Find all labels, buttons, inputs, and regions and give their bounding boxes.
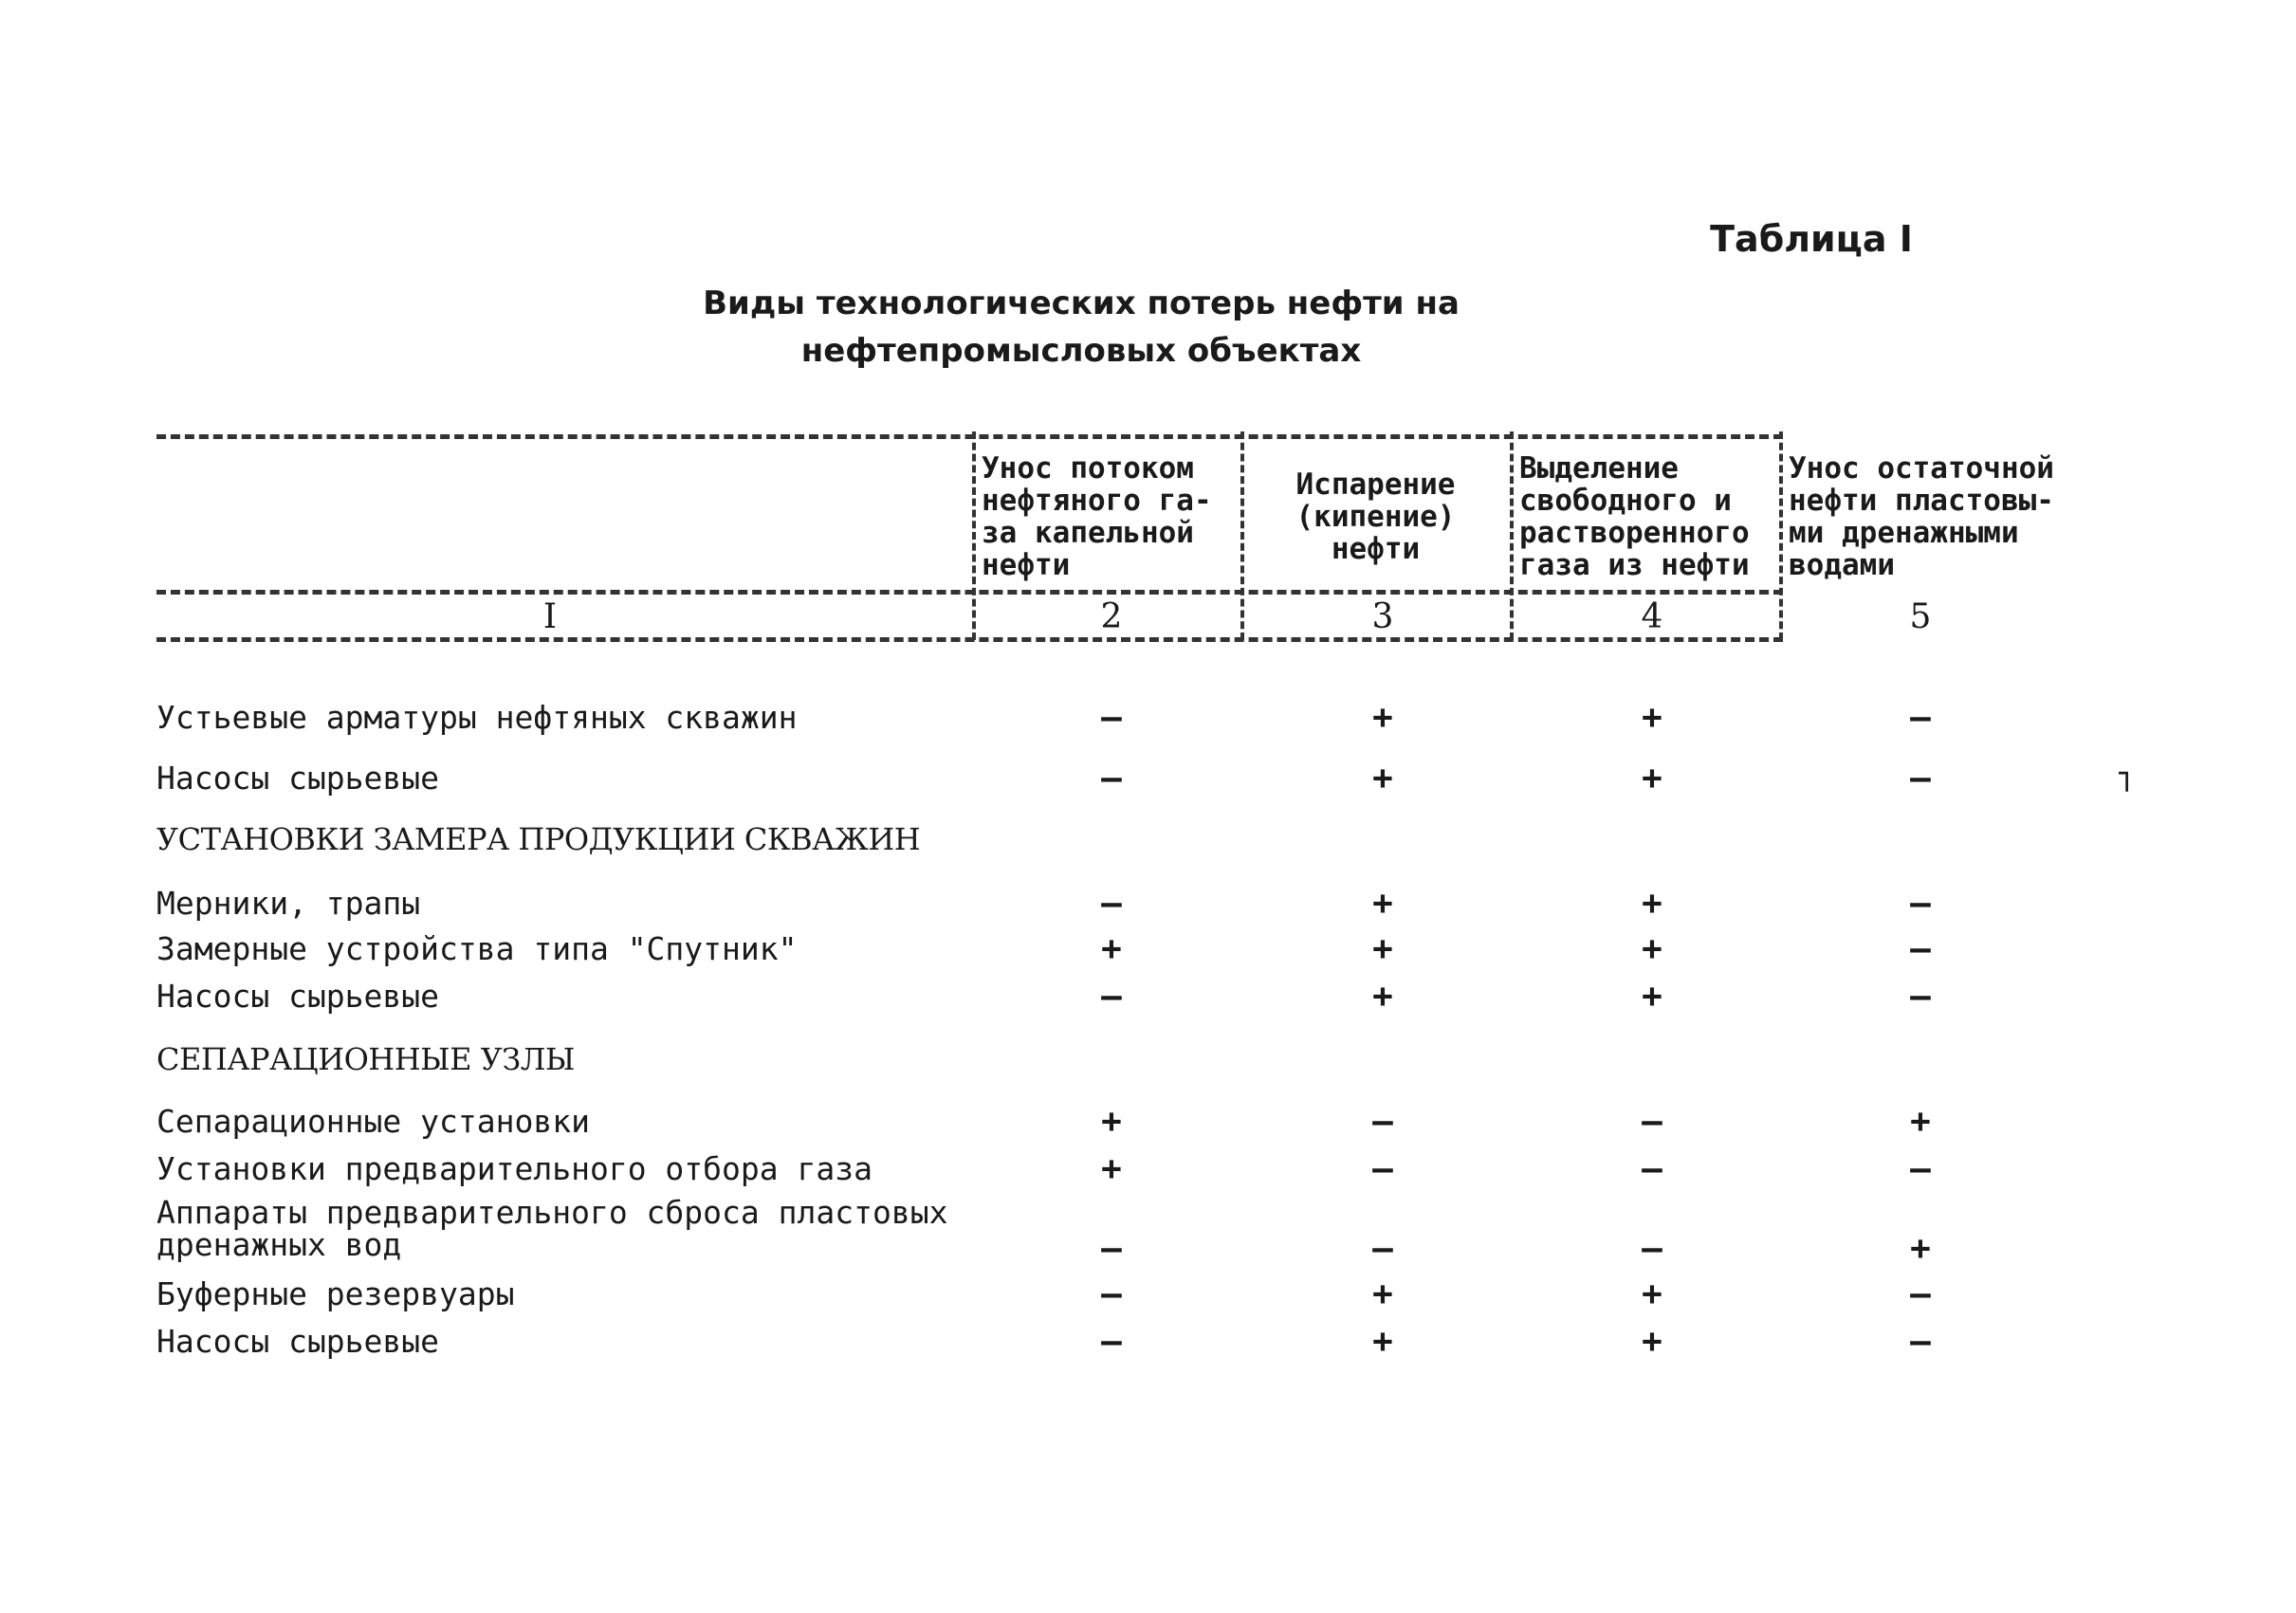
cell-value: – xyxy=(1910,1322,1931,1361)
table-row xyxy=(0,884,2296,931)
column-header-2: Унос потоком нефтяного га- за капельной нефти xyxy=(982,451,1212,582)
cell-value: – xyxy=(1642,1229,1662,1268)
column-number-5: 5 xyxy=(1909,597,1932,636)
column-separator xyxy=(1779,431,1783,640)
cell-value: – xyxy=(1910,1274,1931,1313)
cell-value: – xyxy=(1101,759,1122,797)
cell-value: + xyxy=(1372,759,1393,797)
row-label: Насосы сырьевые xyxy=(156,1323,440,1360)
row-label: Насосы сырьевые xyxy=(156,760,440,797)
section-row xyxy=(0,1039,2296,1087)
cell-value: – xyxy=(1910,929,1931,968)
cell-value: + xyxy=(1101,1149,1122,1188)
table-row xyxy=(0,1149,2296,1197)
cell-value: – xyxy=(1101,698,1122,737)
header-bottom-rule xyxy=(156,590,1783,595)
cell-value: + xyxy=(1910,1102,1931,1141)
cell-value: + xyxy=(1642,759,1662,797)
table-row xyxy=(0,1322,2296,1369)
cell-value: + xyxy=(1372,1322,1393,1361)
column-number-3: 3 xyxy=(1371,597,1394,636)
row-label: Замерные устройства типа "Спутник" xyxy=(156,930,798,967)
section-row xyxy=(0,819,2296,867)
column-number-4: 4 xyxy=(1641,597,1663,636)
cell-value: – xyxy=(1372,1229,1393,1268)
margin-mark: ˥ xyxy=(2115,766,2133,799)
table-row xyxy=(0,759,2296,806)
cell-value: + xyxy=(1372,698,1393,737)
cell-value: – xyxy=(1642,1102,1662,1141)
table-row xyxy=(0,1274,2296,1322)
cell-value: + xyxy=(1372,977,1393,1016)
cell-value: + xyxy=(1101,1102,1122,1141)
column-number-1: I xyxy=(542,597,558,636)
table-title-line-1: Виды технологических потерь нефти на xyxy=(703,284,1460,322)
row-label: Устьевые арматуры нефтяных скважин xyxy=(156,699,798,736)
section-heading: СЕПАРАЦИОННЫЕ УЗЛЫ xyxy=(156,1041,575,1077)
cell-value: + xyxy=(1642,1322,1662,1361)
cell-value: – xyxy=(1101,884,1122,923)
table-row xyxy=(0,698,2296,745)
table-row xyxy=(0,977,2296,1024)
cell-value: + xyxy=(1642,698,1662,737)
table-title-line-2: нефтепромысловых объектах xyxy=(800,332,1362,370)
column-header-5: Унос остаточной нефти пластовы- ми дренажными водами xyxy=(1789,451,2054,582)
cell-value: – xyxy=(1101,977,1122,1016)
cell-value: – xyxy=(1910,698,1931,737)
table-caption: Таблица I xyxy=(1710,218,1913,260)
section-heading: УСТАНОВКИ ЗАМЕРА ПРОДУКЦИИ СКВАЖИН xyxy=(156,821,921,857)
cell-value: – xyxy=(1101,1229,1122,1268)
cell-value: + xyxy=(1372,1274,1393,1313)
cell-value: + xyxy=(1642,977,1662,1016)
table-title xyxy=(607,280,1555,375)
header-top-rule xyxy=(156,434,1783,439)
row-label: Буферные резервуары xyxy=(156,1275,515,1312)
row-label: Установки предварительного отбора газа xyxy=(156,1150,872,1187)
table-row xyxy=(0,929,2296,977)
number-row-rule xyxy=(156,637,1783,642)
row-label: Сепарационные установки xyxy=(156,1103,590,1140)
table-row xyxy=(0,1194,2296,1273)
cell-value: – xyxy=(1372,1102,1393,1141)
cell-value: + xyxy=(1372,884,1393,923)
table-row xyxy=(0,1102,2296,1149)
column-header-3: Испарение (кипение) нефти xyxy=(1295,467,1456,566)
cell-value: – xyxy=(1910,1149,1931,1188)
cell-value: + xyxy=(1642,884,1662,923)
cell-value: + xyxy=(1642,1274,1662,1313)
column-header-4: Выделение свободного и растворенного газа из нефти xyxy=(1519,451,1750,582)
row-label: Насосы сырьевые xyxy=(156,978,440,1015)
cell-value: – xyxy=(1642,1149,1662,1188)
cell-value: + xyxy=(1101,929,1122,968)
cell-value: – xyxy=(1372,1149,1393,1188)
cell-value: + xyxy=(1642,929,1662,968)
cell-value: – xyxy=(1910,977,1931,1016)
cell-value: – xyxy=(1910,759,1931,797)
cell-value: + xyxy=(1910,1229,1931,1268)
column-separator xyxy=(1240,431,1244,640)
row-label: Аппараты предварительного сброса пластовых дренажных вод xyxy=(156,1194,948,1263)
row-label: Мерники, трапы xyxy=(156,885,421,922)
cell-value: – xyxy=(1101,1322,1122,1361)
cell-value: – xyxy=(1910,884,1931,923)
cell-value: + xyxy=(1372,929,1393,968)
cell-value: – xyxy=(1101,1274,1122,1313)
column-separator xyxy=(972,431,976,640)
column-separator xyxy=(1510,431,1514,640)
column-number-2: 2 xyxy=(1100,597,1123,636)
